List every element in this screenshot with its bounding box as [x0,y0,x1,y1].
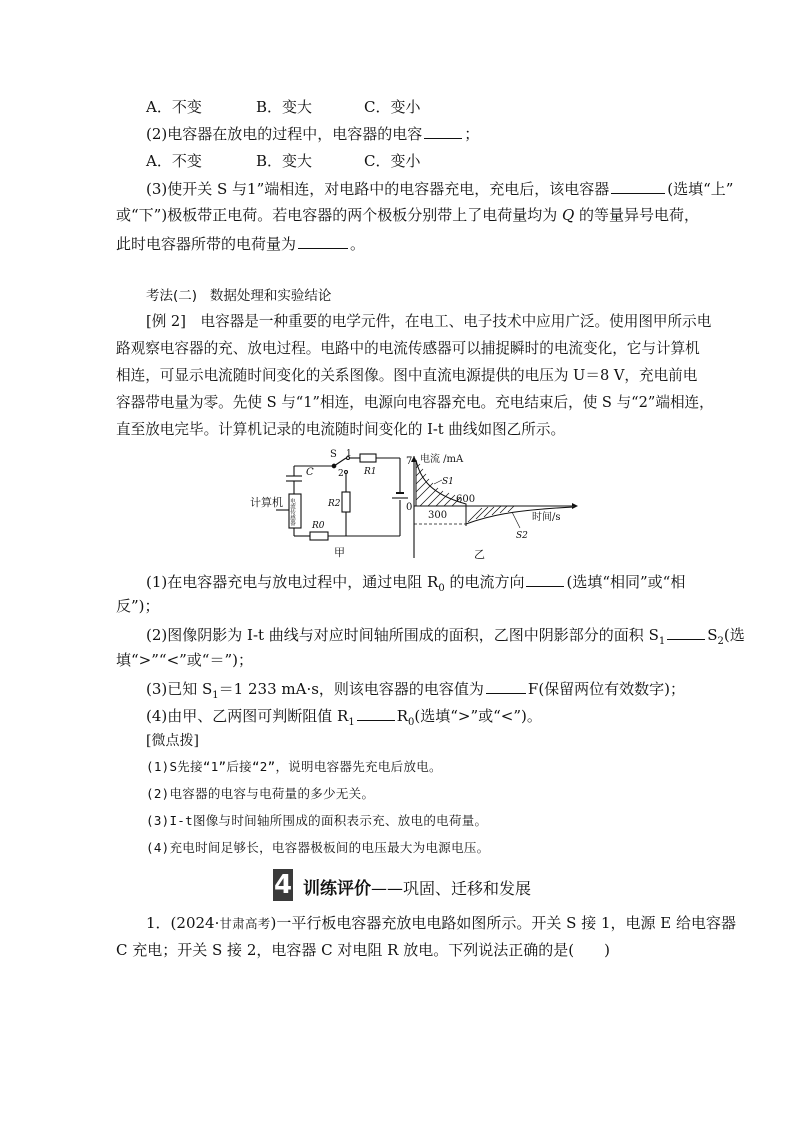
sub-question-4 [146,704,542,733]
banner-dash: —— [371,879,403,898]
option-b: B．变大 [256,98,313,116]
tip-1: (1)S先接“1”后接“2”，说明电容器先充电后放电。 [146,759,442,774]
option-b: B．变大 [256,152,313,170]
q3-text-a: (3)使开关 S 与1”端相连，对电路中的电容器充电，充电后，该电容器 [146,180,610,198]
section-heading [146,286,331,306]
answer-blank[interactable] [298,232,348,249]
figure-circuit-and-graph [230,448,610,564]
answer-blank[interactable] [424,122,462,139]
option-c: C．变小 [364,98,421,116]
answer-blank[interactable] [611,177,665,194]
tip-4: (4)充电时间足够长，电容器极板间的电压最大为电源电压。 [146,840,490,855]
section-title: 数据处理和实验结论 [209,288,332,304]
it-graph [411,456,578,558]
answer-blank[interactable] [486,677,526,694]
tick-300: 300 [428,510,448,521]
tick-0: 0 [406,502,413,513]
sub2-text-a: (2)图像阴影为 I-t 曲线与对应时间轴所围成的面积，乙图中阴影部分的面积 S [146,626,659,644]
sub1-text-a: (1)在电容器充电与放电过程中，通过电阻 R [146,573,439,591]
banner-subtitle: 巩固、迁移和发展 [403,879,532,898]
sub-question-1-line-1 [146,570,685,599]
problem-1-line-1 [146,913,736,934]
banner-title: 训练评价 [303,879,371,899]
tips-title: [微点拨] [146,733,199,749]
option-a: A．不变 [146,152,202,170]
question-2-text: (2)电容器在放电的过程中，电容器的电容 [146,125,423,143]
example-line-1: [例 2] 电容器是一种重要的电学元件，在电工、电子技术中应用广泛。使用图甲所示电 [146,313,712,330]
s2-label: S2 [516,531,528,541]
tip-2: (2)电容器的电容与电荷量的多少无关。 [146,786,375,801]
resistor-r1 [360,454,376,462]
sub4-text-a: (4)由甲、乙两图可判断阻值 R [146,707,349,725]
sub-question-2-line-2: 填“>”“<”或“＝”)； [116,651,253,669]
sub4-subscript-1: 1 [348,717,355,728]
caption-yi: 乙 [474,548,485,561]
example-line-5: 直至放电完毕。计算机记录的电流随时间变化的 I-t 曲线如图乙所示。 [116,421,566,438]
s1-leader [434,480,442,484]
q3-text-d: 的等量异号电荷， [574,206,700,224]
sub3-text-a: (3)已知 S [146,680,213,698]
answer-blank[interactable] [526,570,564,587]
example-line-2: 路观察电容器的充、放电过程。电路中的电流传感器可以捕捉瞬时的电流变化，它与计算机 [116,340,700,357]
sub3-text-c: F(保留两位有效数字)； [527,680,686,698]
sub4-r: R [396,707,408,725]
sub3-text-b: ＝1 233 mA·s，则该电容器的电容值为 [218,680,484,698]
sub-question-2-line-1 [146,623,745,652]
sub2-subscript-1: 1 [658,636,666,647]
question-2-end: ； [464,125,480,143]
p1-text-b: )一平行板电容器充放电电路如图所示。开关 S 接 1，电源 E 给电容器 [270,914,737,932]
p1-source: 甘肃高考 [219,916,271,931]
r2-label: R2 [328,499,341,509]
switch-pos-2: 2 [338,469,344,479]
circuit-diagram [276,454,408,540]
answer-blank[interactable] [357,704,395,721]
r1-label: R1 [364,467,377,477]
example-line-4: 容器带电量为零。先使 S 与“1”相连，电源向电容器充电。充电结束后，使 S 与“2”端相连， [116,394,714,411]
sensor-label: 电流传感器 [289,498,295,526]
section-label: 考法(二) [146,288,198,304]
resistor-r0 [310,532,328,540]
p1-text-a: 1．(2024· [146,914,220,932]
answer-blank[interactable] [667,623,705,640]
s2-leader [512,512,520,528]
tip-3: (3)I-t图像与时间轴所围成的面积表示充、放电的电荷量。 [146,813,488,828]
computer-label: 计算机 [250,496,283,509]
section-number-badge: 4 [273,870,293,900]
sub-question-3 [146,677,685,706]
question-2 [146,122,479,144]
sub1-text-b: 的电流方向 [444,573,525,591]
sub4-subscript-2: 0 [407,717,415,728]
q3-text-f: 。 [350,235,366,253]
sub2-s: S [707,626,718,644]
sub1-text-c: (选填“相同”或“相 [566,573,686,591]
option-c: C．变小 [364,152,421,170]
s1-label: S1 [442,477,454,487]
sub1-subscript: 0 [438,583,445,594]
resistor-r2 [342,492,350,512]
sub2-subscript-2: 2 [717,636,724,647]
caption-jia: 甲 [334,546,345,559]
example-line-3: 相连，可显示电流随时间变化的关系图像。图中直流电源提供的电压为 U＝8 V，充电前电 [116,367,698,384]
question-3-line-1 [146,177,733,199]
tick-7: 7 [406,456,413,467]
switch-pos-1: 1 [346,449,352,459]
tick-600: 600 [456,494,476,505]
q3-text-b: (选填“上” [667,180,734,198]
sub4-text-c: (选填“>”或“<”)。 [414,707,542,725]
option-a: A．不变 [146,98,202,116]
capacitor-label: C [306,467,314,478]
sub3-subscript: 1 [212,690,219,701]
q3-text-c: 或“下”)极板带正电荷。若电容器的两个极板分别带上了电荷量均为 [116,206,562,224]
sub-question-1-line-2: 反”)； [116,597,160,615]
graph-ylabel: 电流 /mA [420,454,464,465]
q3-text-e: 此时电容器所带的电荷量为 [116,235,297,253]
graph-xlabel: 时间/s [532,512,561,523]
question-3-line-3 [116,232,365,254]
question-3-line-2 [116,205,699,225]
sub2-text-b: (选 [723,626,745,644]
r0-label: R0 [312,521,325,531]
problem-1-line-2: C 充电；开关 S 接 2，电容器 C 对电阻 R 放电。下列说法正确的是( ) [116,941,610,959]
switch-label: S [330,449,337,460]
section-banner [303,874,531,899]
q3-charge-symbol: Q [561,206,575,224]
